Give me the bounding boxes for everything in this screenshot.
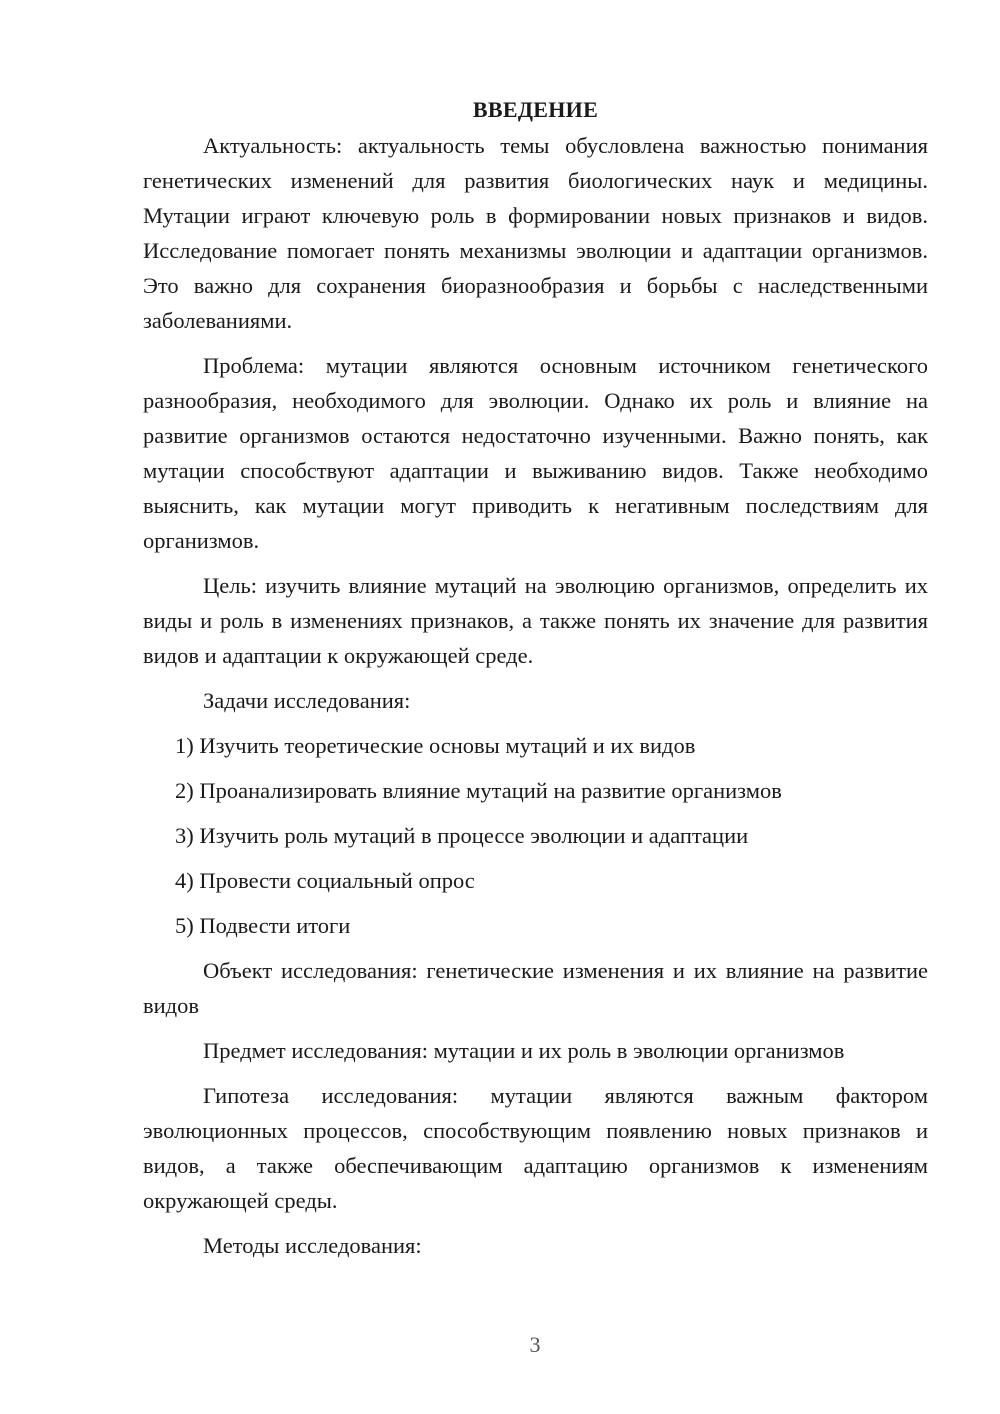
hypothesis-paragraph: Гипотеза исследования: мутации являются важным фактором эволюционных процессов, способствующим появлению новых признаков и видов, а также обеспечивающим адаптацию организмов к изменениям окружающей среды. [143, 1083, 928, 1213]
list-item: 1) Изучить теоретические основы мутаций и их видов [175, 733, 696, 758]
methods-heading: Методы исследования: [203, 1233, 422, 1258]
page-number: 3 [529, 1332, 541, 1357]
object-paragraph: Объект исследования: генетические изменения и их влияние на развитие видов [143, 958, 928, 1018]
relevance-paragraph: Актуальность: актуальность темы обусловлена важностью понимания генетических изменений для развития биологических наук и медицины. Мутации играют ключевую роль в формировании новых признаков и видов. Исследование помогает понять механизмы эволюции и адаптации организмов. Это важно для сохранения биоразнообразия и борьбы с наследственными заболеваниями. [143, 133, 928, 333]
problem-paragraph: Проблема: мутации являются основным источником генетического разнообразия, необходимого для эволюции. Однако их роль и влияние на развитие организмов остаются недостаточно изученными. Важно понять, как мутации способствуют адаптации и выживанию видов. Также необходимо выяснить, как мутации могут приводить к негативным последствиям для организмов. [143, 353, 928, 553]
section-title: ВВЕДЕНИЕ [472, 97, 599, 122]
subject-paragraph: Предмет исследования: мутации и их роль в эволюции организмов [203, 1038, 845, 1063]
tasks-heading: Задачи исследования: [203, 688, 411, 713]
list-item: 5) Подвести итоги [175, 913, 351, 938]
page-content [143, 92, 928, 1273]
tasks-list [143, 728, 928, 943]
goal-paragraph: Цель: изучить влияние мутаций на эволюцию организмов, определить их виды и роль в изменениях признаков, а также понять их значение для развития видов и адаптации к окружающей среде. [143, 573, 928, 668]
list-item: 2) Проанализировать влияние мутаций на развитие организмов [175, 778, 782, 803]
list-item: 4) Провести социальный опрос [175, 868, 475, 893]
list-item: 3) Изучить роль мутаций в процессе эволюции и адаптации [175, 823, 749, 848]
